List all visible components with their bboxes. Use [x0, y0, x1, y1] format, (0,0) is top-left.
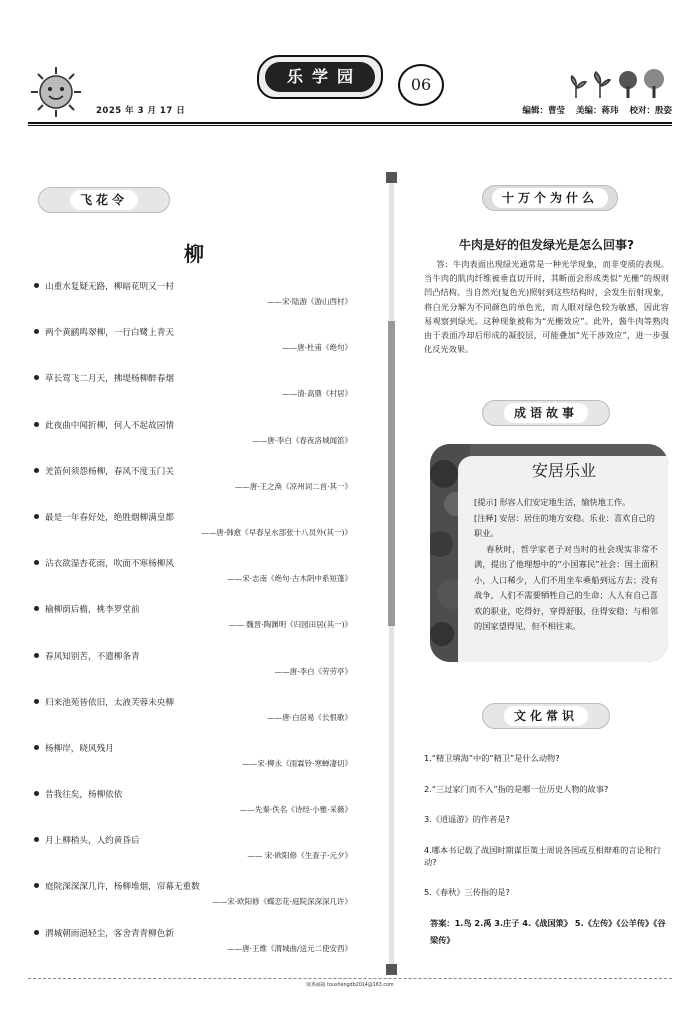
poem-source: ——宋·欧阳修《蝶恋花·庭院深深深几许》 — [212, 897, 352, 907]
poem-item — [34, 882, 352, 928]
why-answer: 答：牛肉表面出现绿光通常是一种光学现象，而非变质的表现。当牛肉的肌肉纤维被垂直切开时，其断面会形成类似“光栅”的规则凹凸结构。当自然光(复色光)照射到这些结构时，会发生衍射现象，将白光分解为不同颜色的单色光，而人眼对绿色较为敏感，因此容易观察到绿光。这种现象被称为“光栅效应”。此外，酱牛肉等熟肉由于表面冷却后形成的凝胶层，可能叠加“光干涉效应”，进一步强化反光效果。 — [424, 259, 669, 355]
why-question: 牛肉是好的但发绿光是怎么回事? — [459, 238, 634, 252]
feihualing-banner — [30, 178, 178, 218]
poem-source: ——先秦·佚名《诗经·小雅·采薇》 — [239, 805, 352, 815]
poem-line: 此夜曲中闻折柳，何人不起故园情 — [34, 421, 352, 432]
poem-source: ——唐·杜甫《绝句》 — [282, 343, 352, 353]
culture-answers: 答案：1.鸟 2.禹 3.庄子 4.《战国策》 5.《左传》《公羊传》《谷梁传》 — [430, 918, 666, 945]
issue-number: 06 — [398, 64, 444, 106]
feihualing-banner-pill — [38, 187, 170, 213]
poem-list — [34, 282, 352, 975]
poem-line: 最是一年春好处，绝胜烟柳满皇都 — [34, 513, 352, 524]
poem-line: 春风知别苦，不遣柳条青 — [34, 652, 352, 663]
poem-line: 山重水复疑无路，柳暗花明又一村 — [34, 282, 352, 293]
poem-item — [34, 698, 352, 744]
poem-source: ——清·高鼎《村居》 — [282, 389, 352, 399]
issue-date: 2025 年 3 月 17 日 — [96, 106, 186, 116]
divider-cap-top — [386, 172, 397, 183]
poem-line: 沾衣欲湿杏花雨，吹面不寒杨柳风 — [34, 559, 352, 570]
idiom-note: [注释] 安居：居住的地方安稳。乐业：喜欢自己的职业。 — [474, 512, 655, 538]
column-divider — [389, 176, 394, 971]
poem-item — [34, 744, 352, 790]
poem-source: ——宋·陆游《游山西村》 — [267, 297, 352, 306]
poem-source: ——唐·李白《春夜洛城闻笛》 — [252, 435, 352, 445]
poem-item — [34, 513, 352, 559]
poem-item — [34, 605, 352, 651]
poem-line: 月上柳梢头，人约黄昏后 — [34, 836, 352, 847]
idiom-text — [474, 495, 658, 635]
poem-source: ——唐·白居易《长恨歌》 — [267, 712, 352, 722]
footer-contact: 联系邮箱 toushengdb2014@163.com — [28, 978, 672, 988]
poem-item — [34, 836, 352, 882]
poem-source: ——宋·志南《绝句·古木阴中系短蓬》 — [227, 574, 352, 584]
why-banner-pill — [482, 185, 618, 211]
culture-question: 4.哪本书记载了战国时期谋臣策士周说各国或互相辩难的言论和行动? — [424, 844, 662, 867]
divider-cap-bottom — [386, 964, 397, 975]
credit-proofreader: 校对：殷姿 — [629, 106, 672, 116]
idiom-hint: [提示] 形容人们安定地生活，愉快地工作。 — [474, 497, 631, 507]
culture-question: 2.“三过家门而不入”指的是哪一位历史人物的故事? — [424, 783, 609, 794]
poem-item — [34, 559, 352, 605]
poem-line: 归来池苑皆依旧，太液芙蓉未央柳 — [34, 698, 352, 709]
culture-question: 3.《逍遥游》的作者是? — [424, 814, 510, 825]
culture-title: 文化常识 — [504, 706, 588, 726]
theme-character: 柳 — [184, 242, 204, 266]
idiom-story: 春秋时，哲学家老子对当时的社会现实非常不满，提出了他理想中的“小国寡民”社会：国土面积小，人口稀少，人们不用坐车乘船到远方去；没有战争，人们不需要牺牲自己的生命；人人有自己喜欢的职业，吃得好，穿得舒服，住得安稳；与相邻的国家望得见，但不相往来。 — [474, 543, 658, 631]
idiom-banner-pill — [482, 400, 610, 426]
culture-banner-pill — [482, 703, 610, 729]
idiom-title: 安居乐业 — [531, 461, 596, 480]
credits — [515, 104, 672, 116]
culture-question: 1.“精卫填海”中的“精卫”是什么动物? — [424, 753, 560, 763]
poem-item — [34, 421, 352, 467]
poem-source: —— 宋·欧阳修《生查子·元夕》 — [247, 851, 352, 861]
idiom-card — [430, 444, 668, 662]
idiom-section-title: 成语故事 — [504, 403, 588, 423]
poem-item — [34, 328, 352, 374]
poem-line: 庭院深深深几许，杨柳堆烟，帘幕无重数 — [34, 882, 352, 893]
poem-line: 羌笛何须怨杨柳，春风不度玉门关 — [34, 467, 352, 478]
poem-line: 两个黄鹂鸣翠柳，一行白鹭上青天 — [34, 328, 352, 339]
poem-line: 昔我往矣，杨柳依依 — [34, 790, 352, 801]
culture-question: 5.《春秋》三传指的是? — [424, 887, 510, 898]
sun-mascot-icon — [30, 66, 82, 118]
poem-source: —— 魏晋·陶渊明《归园田居(其一)》 — [228, 620, 352, 630]
poem-item — [34, 652, 352, 698]
masthead-title-badge — [257, 55, 383, 99]
poem-source: ——唐·王维《渭城曲/送元二使安西》 — [227, 943, 352, 953]
culture-question-list — [424, 752, 669, 917]
poem-item — [34, 929, 352, 975]
poem-line: 杨柳岸，晓风残月 — [34, 744, 352, 755]
idiom-banner — [474, 391, 618, 431]
poem-line: 渭城朝雨浥轻尘，客舍青青柳色新 — [34, 929, 352, 940]
poem-source: ——唐·韩愈《早春呈水部张十八员外(其一)》 — [201, 527, 352, 537]
poem-source: ——唐·王之涣《凉州词二首·其一》 — [234, 481, 352, 491]
feihualing-title: 飞花令 — [70, 190, 138, 210]
poem-item — [34, 282, 352, 328]
divider-middle — [388, 321, 395, 626]
credit-designer: 美编：蒋玮 — [576, 106, 619, 116]
poem-line: 草长莺飞二月天，拂堤杨柳醉春烟 — [34, 374, 352, 385]
poem-item — [34, 374, 352, 420]
poem-item — [34, 790, 352, 836]
masthead-rule — [28, 122, 672, 126]
poem-source: ——唐·李白《劳劳亭》 — [274, 666, 352, 676]
why-title: 十万个为什么 — [492, 188, 608, 208]
poem-item — [34, 467, 352, 513]
poem-source: ——宋·柳永《雨霖铃·寒蝉凄切》 — [242, 758, 352, 768]
credit-editor: 编辑：曹莹 — [522, 106, 566, 116]
why-banner — [474, 176, 626, 216]
masthead-title: 乐学园 — [265, 62, 375, 92]
culture-banner — [474, 694, 618, 734]
poem-line: 榆柳荫后檐，桃李罗堂前 — [34, 605, 352, 616]
plants-decoration-icon — [568, 68, 668, 100]
